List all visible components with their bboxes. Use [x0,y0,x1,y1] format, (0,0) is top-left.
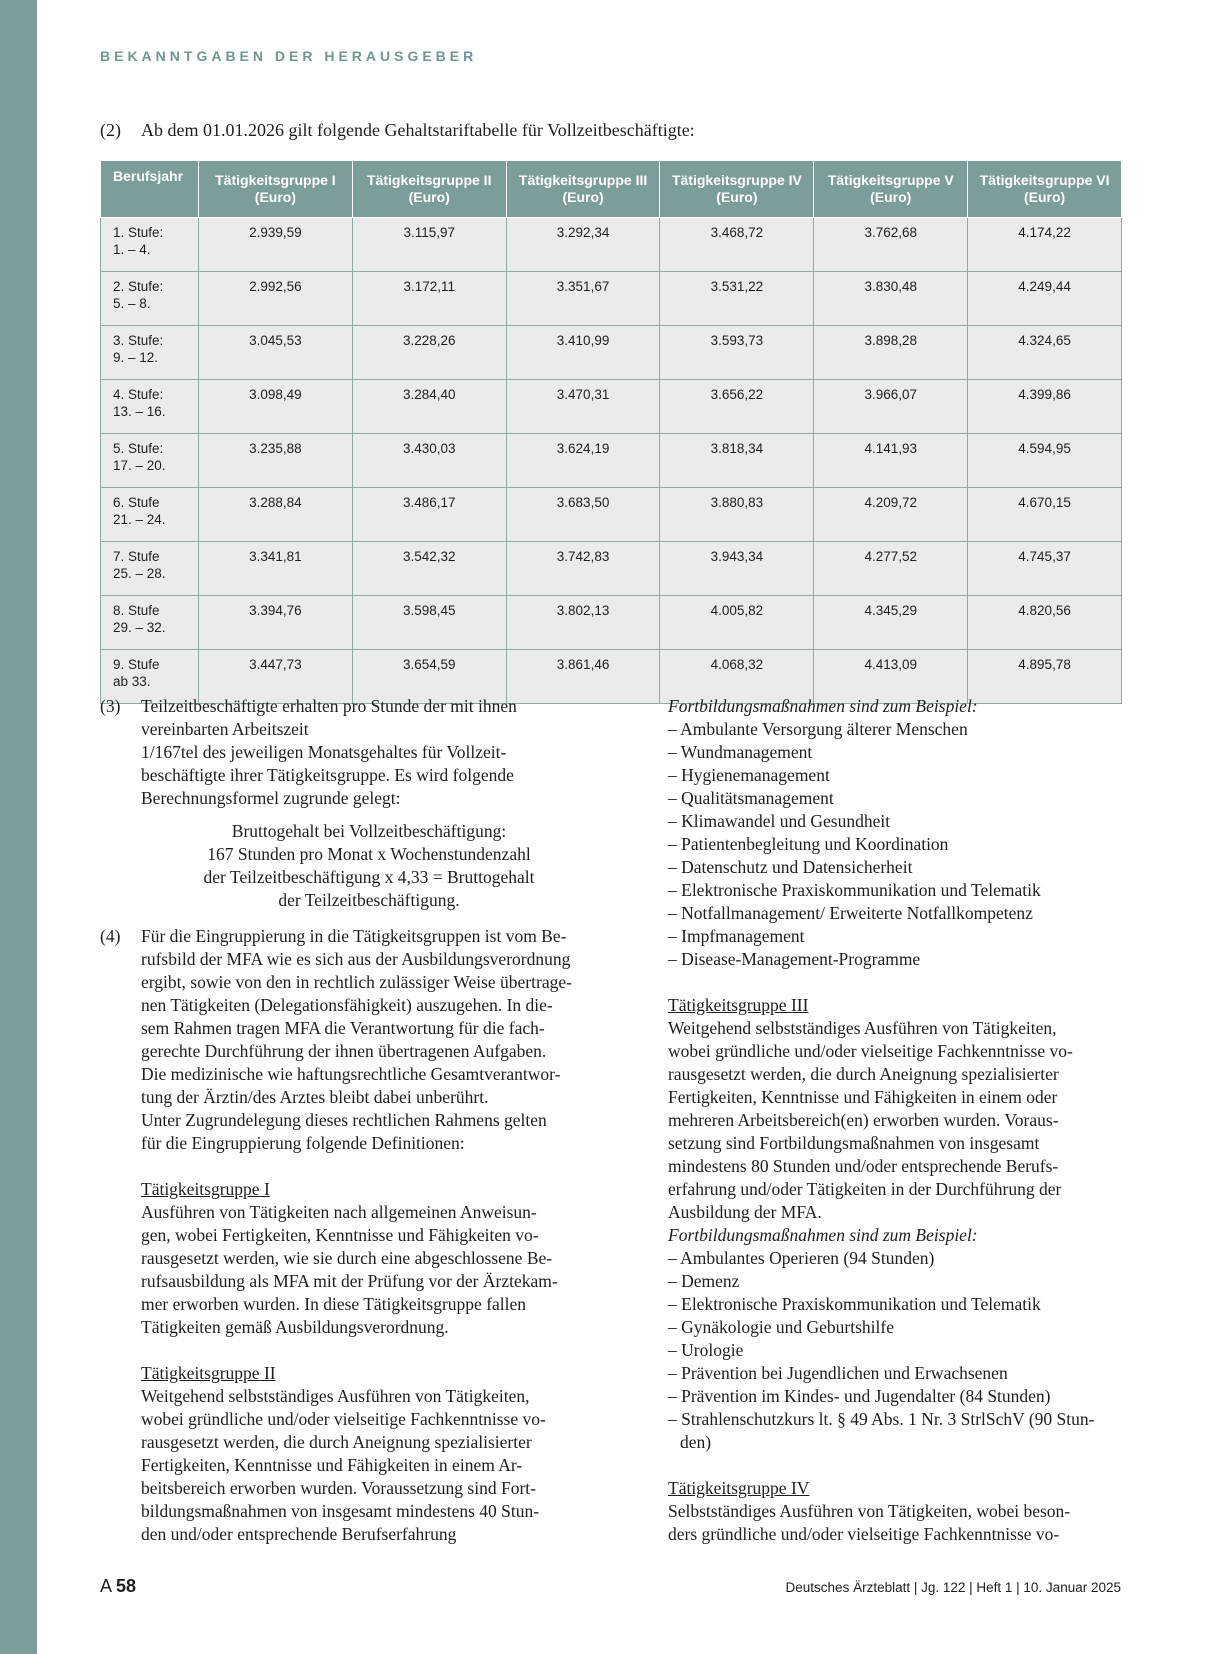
table-row [101,434,1122,488]
value-cell: 3.410,99 [506,326,660,380]
text-line: wobei gründliche und/oder vielseitige Fachkenntnisse vo- [668,1041,1073,1061]
list-item: – Impfmanagement [668,926,805,946]
list-item: – Strahlenschutzkurs lt. § 49 Abs. 1 Nr. 3 StrlSchV (90 Stun- den) [668,1409,1095,1452]
paragraph-body [141,695,597,810]
value-cell: 3.742,83 [506,542,660,596]
text-line: setzung sind Fortbildungsmaßnahmen von insgesamt [668,1133,1040,1153]
value-cell: 3.292,34 [506,218,660,272]
value-cell: 3.762,68 [814,218,968,272]
text-line: Unter Zugrundelegung dieses rechtlichen Rahmens gelten [141,1110,547,1130]
value-cell: 4.745,37 [968,542,1122,596]
stage-cell: 4. Stufe: 13. – 16. [101,380,199,434]
value-cell: 4.670,15 [968,488,1122,542]
value-cell: 4.068,32 [660,650,814,704]
paragraph-4 [100,925,597,1546]
text-line: gen, wobei Fertigkeiten, Kenntnisse und Fähigkeiten vo- [141,1225,539,1245]
tg2-heading: Tätigkeitsgruppe II [141,1363,276,1383]
header-cell: Tätigkeitsgruppe IV (Euro) [660,161,814,218]
header-cell: Tätigkeitsgruppe III (Euro) [506,161,660,218]
value-cell: 4.005,82 [660,596,814,650]
value-cell: 2.939,59 [199,218,353,272]
text-line: Für die Eingruppierung in die Tätigkeitsgruppen ist vom Be- [141,926,567,946]
value-cell: 4.594,95 [968,434,1122,488]
formula-line: der Teilzeitbeschäftigung x 4,33 = Bruttogehalt [203,867,535,887]
stage-cell: 6. Stufe 21. – 24. [101,488,199,542]
value-cell: 3.531,22 [660,272,814,326]
list-item: – Qualitätsmanagement [668,788,834,808]
list-item: – Prävention im Kindes- und Jugendalter (84 Stunden) [668,1386,1051,1406]
value-cell: 3.880,83 [660,488,814,542]
text-line: Weitgehend selbstständiges Ausführen von Tätigkeiten, [141,1386,530,1406]
table-row [101,542,1122,596]
value-cell: 3.654,59 [352,650,506,704]
value-cell: 4.820,56 [968,596,1122,650]
value-cell: 3.656,22 [660,380,814,434]
list-item: – Klimawandel und Gesundheit [668,811,891,831]
tg1-heading: Tätigkeitsgruppe I [141,1179,270,1199]
value-cell: 2.992,56 [199,272,353,326]
value-cell: 3.288,84 [199,488,353,542]
value-cell: 3.542,32 [352,542,506,596]
section-header: BEKANNTGABEN DER HERAUSGEBER [100,48,478,64]
text-line: rufsbild der MFA wie es sich aus der Ausbildungsverordnung [141,949,571,969]
value-cell: 3.598,45 [352,596,506,650]
list-item: – Datenschutz und Datensicherheit [668,857,913,877]
value-cell: 3.351,67 [506,272,660,326]
left-column [100,695,597,1546]
stage-cell: 5. Stufe: 17. – 20. [101,434,199,488]
text-line: gerechte Durchführung der ihnen übertragenen Aufgaben. [141,1041,547,1061]
page-prefix: A [100,1576,112,1596]
text-line: rausgesetzt werden, die durch Aneignung spezialisierter [141,1432,532,1452]
text-line: erfahrung und/oder Tätigkeiten in der Durchführung der [668,1179,1062,1199]
text-line: Ausführen von Tätigkeiten nach allgemeinen Anweisun- [141,1202,537,1222]
tg4-body [668,1500,1123,1546]
text-line: für die Eingruppierung folgende Definitionen: [141,1133,465,1153]
table-row [101,380,1122,434]
stage-cell: 8. Stufe 29. – 32. [101,596,199,650]
list-item: – Wundmanagement [668,742,813,762]
fortbildung-list [668,718,1123,971]
text-line: Die medizinische wie haftungsrechtliche Gesamtverantwor- [141,1064,561,1084]
table-row [101,596,1122,650]
header-cell: Berufsjahr [101,161,199,218]
text-line: den und/oder entsprechende Berufserfahrung [141,1524,457,1544]
paragraph-number: (2) [100,120,121,140]
value-cell: 3.235,88 [199,434,353,488]
formula-line: der Teilzeitbeschäftigung. [278,890,460,910]
text-line: Selbstständiges Ausführen von Tätigkeiten, wobei beson- [668,1501,1071,1521]
formula-line: 167 Stunden pro Monat x Wochenstundenzahl [207,844,531,864]
text-line: Fertigkeiten, Kenntnisse und Fähigkeiten in einem Ar- [141,1455,523,1475]
value-cell: 3.486,17 [352,488,506,542]
text-line: beschäftigte ihrer Tätigkeitsgruppe. Es wird folgende [141,765,514,785]
value-cell: 3.098,49 [199,380,353,434]
stage-cell: 1. Stufe: 1. – 4. [101,218,199,272]
sidebar-band [0,0,37,1654]
value-cell: 4.895,78 [968,650,1122,704]
value-cell: 4.413,09 [814,650,968,704]
header-cell: Tätigkeitsgruppe V (Euro) [814,161,968,218]
value-cell: 3.624,19 [506,434,660,488]
value-cell: 3.228,26 [352,326,506,380]
paragraph-number: (4) [100,926,121,946]
list-item: – Elektronische Praxiskommunikation und Telematik [668,1294,1041,1314]
text-line: rufsausbildung als MFA mit der Prüfung vor der Ärztekam- [141,1271,558,1291]
text-line: ergibt, sowie von den in rechtlich zulässiger Weise übertrage- [141,972,572,992]
value-cell: 3.284,40 [352,380,506,434]
fortbildung-list [668,1247,1123,1454]
list-item: – Ambulante Versorgung älterer Menschen [668,719,968,739]
list-item: – Ambulantes Operieren (94 Stunden) [668,1248,935,1268]
paragraph-number: (3) [100,696,121,716]
journal-citation: Deutsches Ärzteblatt | Jg. 122 | Heft 1 | 10. Januar 2025 [785,1580,1121,1595]
header-cell: Tätigkeitsgruppe VI (Euro) [968,161,1122,218]
text-line: Tätigkeiten gemäß Ausbildungsverordnung. [141,1317,449,1337]
paragraph-text: Ab dem 01.01.2026 gilt folgende Gehaltstariftabelle für Vollzeitbeschäftigte: [141,120,695,140]
value-cell: 3.447,73 [199,650,353,704]
table-row [101,488,1122,542]
paragraph-body [141,925,597,1546]
value-cell: 4.249,44 [968,272,1122,326]
value-cell: 3.593,73 [660,326,814,380]
value-cell: 4.324,65 [968,326,1122,380]
text-line: wobei gründliche und/oder vielseitige Fachkenntnisse vo- [141,1409,546,1429]
value-cell: 3.115,97 [352,218,506,272]
formula [141,820,597,912]
paragraph-2 [100,120,695,141]
page-number [100,1576,136,1597]
table-row [101,218,1122,272]
header-cell: Tätigkeitsgruppe II (Euro) [352,161,506,218]
list-item: – Demenz [668,1271,740,1291]
tg3-heading: Tätigkeitsgruppe III [668,995,809,1015]
stage-cell: 9. Stufe ab 33. [101,650,199,704]
text-line: vereinbarten Arbeitszeit [141,719,309,739]
value-cell: 4.277,52 [814,542,968,596]
text-line: Weitgehend selbstständiges Ausführen von Tätigkeiten, [668,1018,1057,1038]
page-number-value: 58 [116,1576,137,1596]
value-cell: 3.966,07 [814,380,968,434]
text-line: mehreren Arbeitsbereich(en) erworben wurden. Voraus- [668,1110,1059,1130]
tg4-heading: Tätigkeitsgruppe IV [668,1478,810,1498]
fortbildung-intro: Fortbildungsmaßnahmen sind zum Beispiel: [668,696,978,716]
value-cell: 4.141,93 [814,434,968,488]
stage-cell: 3. Stufe: 9. – 12. [101,326,199,380]
text-line: rausgesetzt werden, wie sie durch eine abgeschlossene Be- [141,1248,553,1268]
value-cell: 3.172,11 [352,272,506,326]
text-line: 1/167tel des jeweiligen Monatsgehaltes für Vollzeit- [141,742,507,762]
text-line: Fertigkeiten, Kenntnisse und Fähigkeiten in einem oder [668,1087,1058,1107]
text-line: mer erworben wurden. In diese Tätigkeitsgruppe fallen [141,1294,527,1314]
value-cell: 3.818,34 [660,434,814,488]
value-cell: 3.045,53 [199,326,353,380]
header-cell: Tätigkeitsgruppe I (Euro) [199,161,353,218]
text-line: nen Tätigkeiten (Delegationsfähigkeit) auszugehen. In die- [141,995,553,1015]
text-line: sem Rahmen tragen MFA die Verantwortung für die fach- [141,1018,545,1038]
table-row [101,326,1122,380]
list-item: – Gynäkologie und Geburtshilfe [668,1317,894,1337]
text-line: Teilzeitbeschäftigte erhalten pro Stunde der mit ihnen [141,696,517,716]
fortbildung-intro: Fortbildungsmaßnahmen sind zum Beispiel: [668,1225,978,1245]
salary-table [100,160,1122,704]
value-cell: 3.830,48 [814,272,968,326]
value-cell: 3.341,81 [199,542,353,596]
list-item: – Notfallmanagement/ Erweiterte Notfallkompetenz [668,903,1033,923]
list-item: – Hygienemanagement [668,765,830,785]
formula-line: Bruttogehalt bei Vollzeitbeschäftigung: [231,821,507,841]
list-item: – Disease-Management-Programme [668,949,921,969]
text-line: bildungsmaßnahmen von insgesamt mindestens 40 Stun- [141,1501,540,1521]
text-line: tung der Ärztin/des Arztes bleibt dabei unberührt. [141,1087,489,1107]
value-cell: 3.394,76 [199,596,353,650]
value-cell: 4.399,86 [968,380,1122,434]
list-item: – Urologie [668,1340,744,1360]
value-cell: 3.898,28 [814,326,968,380]
text-line: rausgesetzt werden, die durch Aneignung spezialisierter [668,1064,1059,1084]
value-cell: 3.943,34 [660,542,814,596]
value-cell: 3.683,50 [506,488,660,542]
list-item: – Prävention bei Jugendlichen und Erwachsenen [668,1363,1008,1383]
list-item: – Elektronische Praxiskommunikation und Telematik [668,880,1041,900]
value-cell: 4.209,72 [814,488,968,542]
table-header-row [101,161,1122,218]
value-cell: 3.430,03 [352,434,506,488]
value-cell: 4.345,29 [814,596,968,650]
text-line: Ausbildung der MFA. [668,1202,822,1222]
value-cell: 3.802,13 [506,596,660,650]
value-cell: 4.174,22 [968,218,1122,272]
table-row [101,272,1122,326]
text-line: ders gründliche und/oder vielseitige Fachkenntnisse vo- [668,1524,1060,1544]
text-line: Berechnungsformel zugrunde gelegt: [141,788,401,808]
text-line: mindestens 80 Stunden und/oder entsprechende Berufs- [668,1156,1059,1176]
stage-cell: 2. Stufe: 5. – 8. [101,272,199,326]
value-cell: 3.470,31 [506,380,660,434]
stage-cell: 7. Stufe 25. – 28. [101,542,199,596]
tg3-body [668,1017,1123,1224]
list-item: – Patientenbegleitung und Koordination [668,834,949,854]
text-line: beitsbereich erworben wurden. Voraussetzung sind Fort- [141,1478,536,1498]
right-column [668,695,1123,1546]
paragraph-3 [100,695,597,912]
value-cell: 3.861,46 [506,650,660,704]
value-cell: 3.468,72 [660,218,814,272]
